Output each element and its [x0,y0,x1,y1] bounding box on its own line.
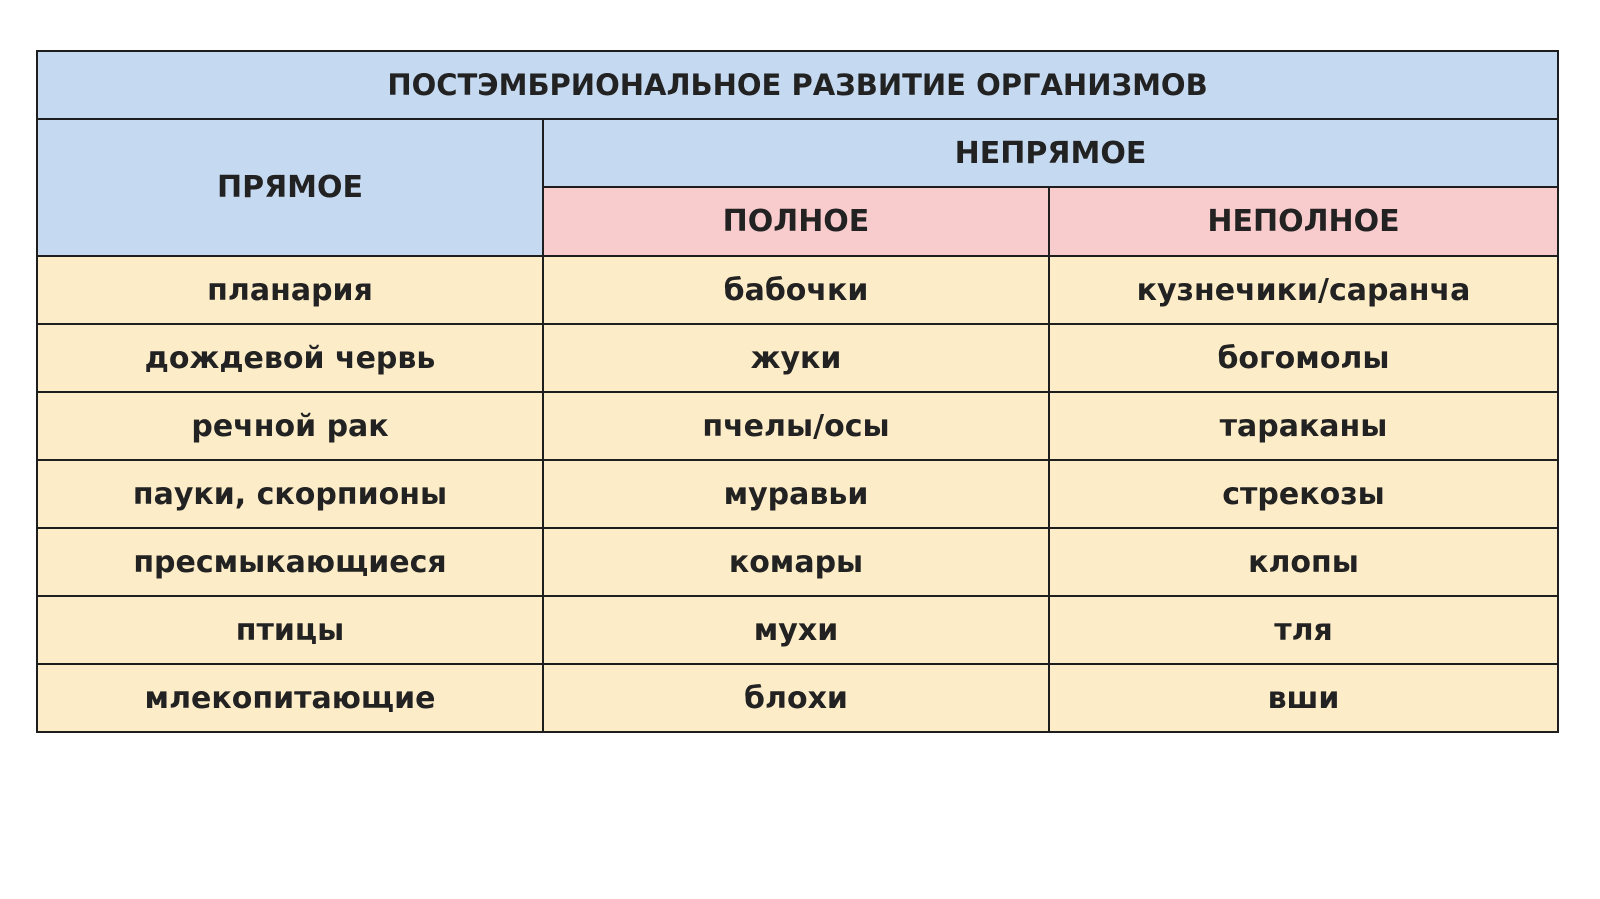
indirect-header: НЕПРЯМОЕ [543,119,1558,187]
cell-complete: муравьи [543,460,1049,528]
development-table [36,50,1559,733]
cell-direct: дождевой червь [37,324,543,392]
cell-direct: пресмыкающиеся [37,528,543,596]
cell-incomplete: богомолы [1049,324,1558,392]
cell-complete: бабочки [543,256,1049,324]
cell-incomplete: тля [1049,596,1558,664]
cell-direct: птицы [37,596,543,664]
cell-complete: блохи [543,664,1049,732]
cell-incomplete: клопы [1049,528,1558,596]
complete-header: ПОЛНОЕ [543,187,1049,256]
cell-incomplete: стрекозы [1049,460,1558,528]
table-row [37,596,1558,664]
cell-complete: жуки [543,324,1049,392]
table-row [37,528,1558,596]
cell-direct: планария [37,256,543,324]
table-row [37,392,1558,460]
cell-direct: млекопитающие [37,664,543,732]
cell-direct: пауки, скорпионы [37,460,543,528]
cell-complete: пчелы/осы [543,392,1049,460]
table-title: ПОСТЭМБРИОНАЛЬНОЕ РАЗВИТИЕ ОРГАНИЗМОВ [37,51,1558,119]
cell-complete: мухи [543,596,1049,664]
cell-incomplete: вши [1049,664,1558,732]
cell-complete: комары [543,528,1049,596]
cell-incomplete: тараканы [1049,392,1558,460]
title-row [37,51,1558,119]
table-row [37,664,1558,732]
cell-incomplete: кузнечики/саранча [1049,256,1558,324]
direct-header: ПРЯМОЕ [37,119,543,256]
table-row [37,256,1558,324]
table-row [37,324,1558,392]
group-header-row [37,119,1558,187]
cell-direct: речной рак [37,392,543,460]
incomplete-header: НЕПОЛНОЕ [1049,187,1558,256]
table-row [37,460,1558,528]
